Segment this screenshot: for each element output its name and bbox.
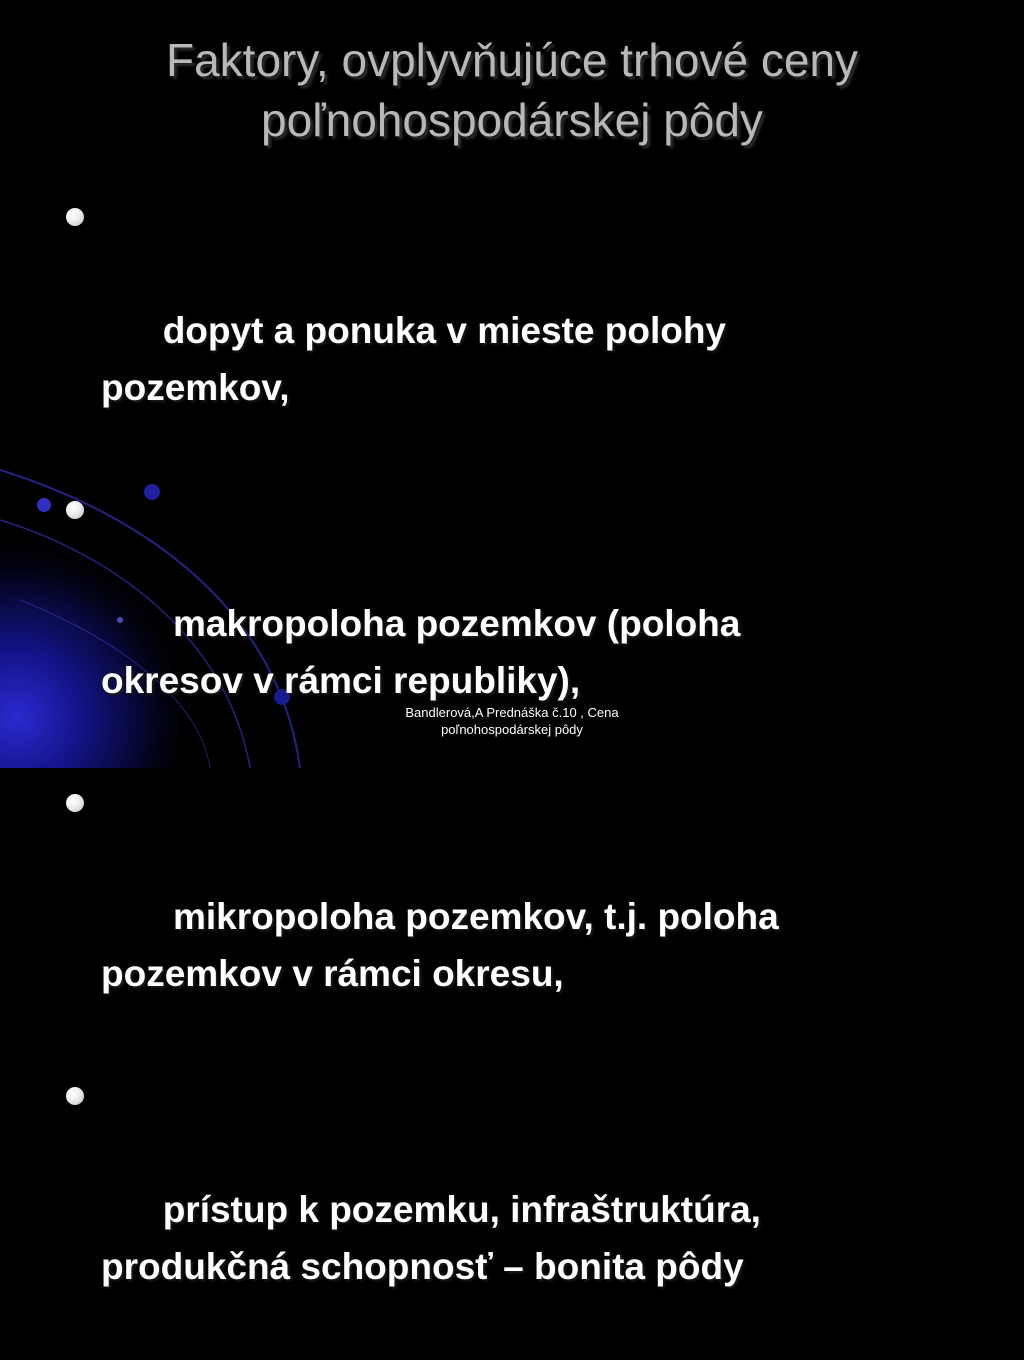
- bullet-text: dopyt a ponuka v mieste polohy pozemkov,: [101, 310, 726, 408]
- bullet-item: [62, 1067, 962, 1352]
- bullet-list: [62, 188, 962, 1360]
- bullet-text: prístup k pozemku, infraštruktúra, produkčná schopnosť – bonita pôdy: [101, 1189, 761, 1287]
- bullet-dot-icon: [66, 208, 84, 226]
- slide-title-line-1: Faktory, ovplyvňujúce trhové ceny: [165, 34, 859, 86]
- footer-line-2: poľnohospodárskej pôdy: [441, 722, 583, 737]
- bullet-text: makropoloha pozemkov (poloha okresov v rámci republiky),: [101, 603, 741, 701]
- slide-title-line-2: poľnohospodárskej pôdy: [261, 94, 763, 146]
- slide-footer: [360, 704, 664, 738]
- bullet-item: [62, 774, 962, 1059]
- bullet-dot-icon: [66, 501, 84, 519]
- bullet-item: [62, 188, 962, 473]
- footer-line-1: Bandlerová,A Prednáška č.10 , Cena: [405, 705, 619, 720]
- bullet-dot-icon: [66, 794, 84, 812]
- bullet-text: mikropoloha pozemkov, t.j. poloha pozemkov v rámci okresu,: [101, 896, 779, 994]
- bullet-dot-icon: [66, 1087, 84, 1105]
- slide-title: [40, 30, 984, 150]
